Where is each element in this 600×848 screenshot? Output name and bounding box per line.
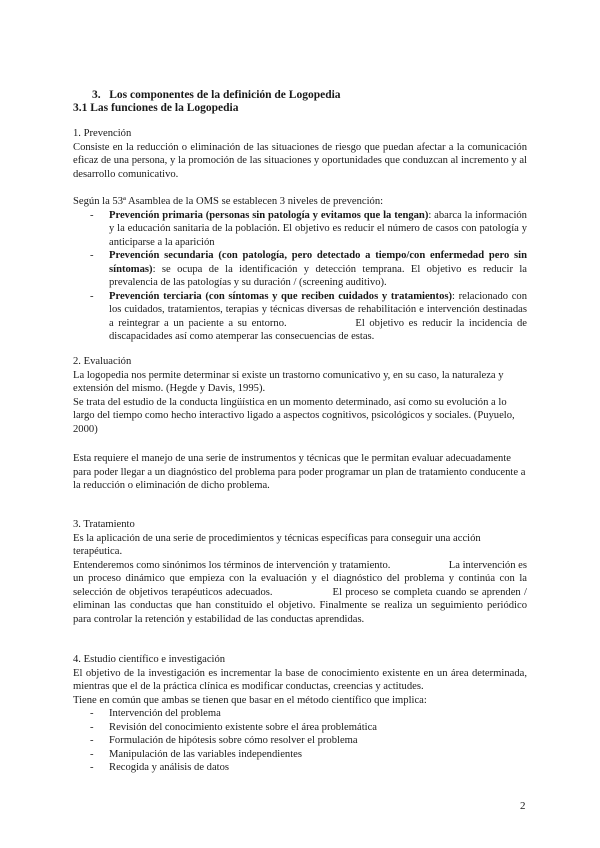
- list-item: - Manipulación de las variables independientes: [73, 748, 527, 762]
- level-title: Prevención primaria (personas sin patología y evitamos que la tengan): [109, 209, 429, 221]
- evaluation-paragraph-3-block: [73, 452, 527, 493]
- prevention-paragraph: Consiste en la reducción o eliminación de las situaciones de riesgo que puedan afectar a la comunicación eficaz de una persona, y la promoción de las situaciones y oportunidades que conduzcan al incremento y al desarrollo comunicativo.: [73, 141, 527, 180]
- evaluation-title: 2. Evaluación: [73, 356, 132, 367]
- level-description: : se ocupa de la identificación y detección temprana. El objetivo es reducir la prevalencia de las patologías y su duración / (screening auditivo).: [109, 263, 527, 288]
- page-number: 2: [520, 800, 526, 812]
- prevention-title: 1. Prevención: [73, 128, 132, 139]
- list-item: [73, 209, 527, 250]
- list-item: - Formulación de hipótesis sobre cómo resolver el problema: [73, 734, 527, 748]
- list-item: [73, 290, 527, 344]
- treatment-section: [73, 518, 527, 626]
- evaluation-paragraph-3: Esta requiere el manejo de una serie de instrumentos y técnicas que le permitan evaluar adecuadamente para poder llegar a un diagnóstico del problema para poder programar un plan de tratamiento conducente a la reducción o eliminación de dicho problema.: [73, 453, 526, 491]
- treatment-paragraph-2: Entenderemos como sinónimos los términos de intervención y tratamiento. La intervención es un proceso dinámico que empieza con la evaluación y el diagnóstico del problema y continúa con la selección de objetivos terapéuticos adecuados. El proceso se completa cuando se aprenden / eliminan las conductas que han constituido el objetivo. Finalmente se realiza un seguimiento periódico para controlar la retención y estabilidad de las conductas aprendidas.: [73, 559, 527, 625]
- list-item: [73, 249, 527, 290]
- list-item: - Revisión del conocimiento existente sobre el área problemática: [73, 721, 527, 735]
- prevention-levels-list: [73, 209, 527, 344]
- treatment-paragraph-1: Es la aplicación de una serie de procedimientos y técnicas específicas para conseguir una acción terapéutica.: [73, 532, 481, 557]
- treatment-title: 3. Tratamiento: [73, 519, 135, 530]
- scientific-method-list: [73, 707, 527, 775]
- evaluation-paragraph-2: Se trata del estudio de la conducta lingüística en un momento determinado, así como su evolución a lo largo del tiempo como hecho interactivo ligado a aspectos cognitivos, psicológicos y sociales. (Puyuelo, 2000): [73, 396, 515, 435]
- subsection-heading: 3.1 Las funciones de la Logopedia: [73, 102, 239, 114]
- evaluation-paragraph-1: La logopedia nos permite determinar si existe un trastorno comunicativo y, en su caso, la naturaleza y extensión del mismo. (Hegde y Davis, 1995).: [73, 369, 504, 394]
- level-description: : relacionado con los cuidados, tratamientos, terapias y técnicas diversas de rehabilitación e intervención destinadas a reintegrar a un paciente a su entorno. El objetivo es reducir la incidencia de discapacidades así como atemperar las consecuencias de estas.: [109, 290, 527, 342]
- research-title: 4. Estudio científico e investigación: [73, 654, 226, 665]
- prevention-levels-section: [73, 195, 527, 344]
- list-item: - Recogida y análisis de datos: [73, 761, 527, 775]
- research-paragraph-2: Tiene en común que ambas se tienen que basar en el método científico que implica:: [73, 694, 427, 706]
- evaluation-section: [73, 355, 527, 436]
- research-paragraph-1: El objetivo de la investigación es incrementar la base de conocimiento existente en un área determinada, mientras que el de la práctica clínica es modificar conductas, creencias y actitudes.: [73, 667, 527, 692]
- prevention-section: [73, 127, 527, 181]
- section-heading: 3. Los componentes de la definición de Logopedia: [92, 89, 341, 101]
- level-title: Prevención secundaria (con patología, pero detectado a tiempo/con enfermedad pero sin síntomas): [109, 250, 527, 275]
- level-description: : abarca la información y la educación sanitaria de la población. El objetivo es reducir el número de casos con patología y anticiparse a la aparición: [109, 209, 527, 248]
- research-section: [73, 653, 527, 775]
- prevention-levels-intro: Según la 53ª Asamblea de la OMS se establecen 3 niveles de prevención:: [73, 196, 384, 207]
- list-item: - Intervención del problema: [73, 707, 527, 721]
- level-title: Prevención terciaria (con síntomas y que reciben cuidados y tratamientos): [109, 290, 453, 302]
